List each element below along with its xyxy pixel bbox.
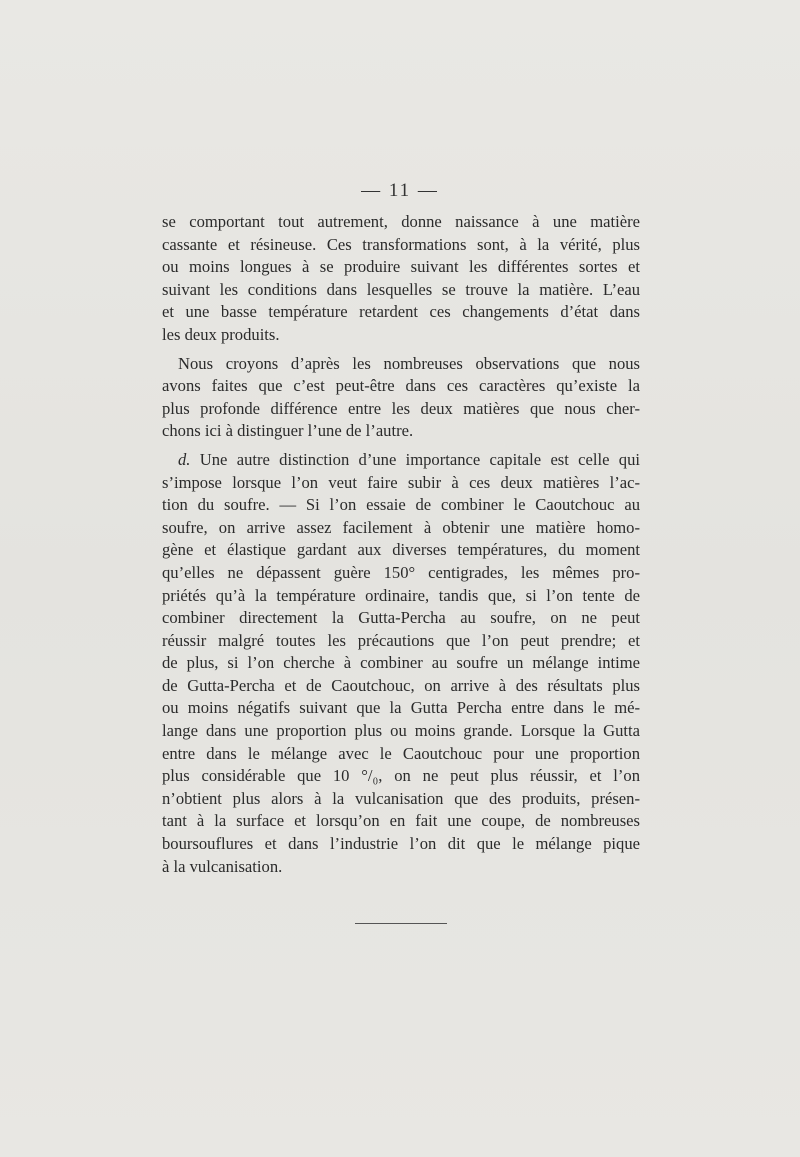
text-line (162, 743, 640, 766)
text-line (162, 856, 640, 879)
text-line (162, 494, 640, 517)
text-line-content: gène et élastique gardant aux diverses températures, du moment (162, 540, 640, 560)
body-text (162, 211, 640, 878)
text-line-content: tion du soufre. — Si l’on essaie de combiner le Caoutchouc au (162, 495, 640, 515)
text-line-content: à la vulcanisation. (162, 856, 283, 876)
text-line-content: ou moins négatifs suivant que la Gutta Percha entre dans le mé- (162, 698, 640, 718)
text-line-content: avons faites que c’est peut-être dans ces caractères qu’existe la (162, 376, 640, 396)
text-line (162, 398, 640, 421)
text-line (162, 353, 640, 376)
section-marker: d. (178, 449, 191, 469)
text-line (162, 324, 640, 347)
text-line (162, 675, 640, 698)
text-line-content: réussir malgré toutes les précautions que l’on peut prendre; et (162, 630, 640, 650)
text-line (162, 539, 640, 562)
text-line (162, 833, 640, 856)
text-line (162, 562, 640, 585)
text-line-content: n’obtient plus alors à la vulcanisation que des produits, présen- (162, 788, 640, 808)
text-line (162, 211, 640, 234)
text-line-content: boursouflures et dans l’industrie l’on dit que le mélange pique (162, 834, 640, 854)
text-line-content: combiner directement la Gutta-Percha au soufre, on ne peut (162, 608, 640, 628)
text-line (162, 449, 640, 472)
text-line-content: entre dans le mélange avec le Caoutchouc pour une proportion (162, 743, 640, 763)
text-line (162, 810, 640, 833)
text-line (162, 788, 640, 811)
text-line (162, 652, 640, 675)
text-line (162, 517, 640, 540)
page-number: — 11 — (361, 180, 439, 201)
text-line-content: Nous croyons d’après les nombreuses observations que nous (178, 353, 640, 373)
text-line (162, 472, 640, 495)
text-line-content: tant à la surface et lorsqu’on en fait une coupe, de nombreuses (162, 811, 640, 831)
text-line (162, 420, 640, 443)
text-line-content: cassante et résineuse. Ces transformations sont, à la vérité, plus (162, 234, 640, 254)
text-line-content: s’impose lorsque l’on veut faire subir à ces deux matières l’ac- (162, 472, 640, 492)
end-rule (355, 923, 447, 924)
text-line-content: qu’elles ne dépassent guère 150° centigrades, les mêmes pro- (162, 562, 640, 582)
text-line (162, 256, 640, 279)
text-line (162, 301, 640, 324)
text-line-content: chons ici à distinguer l’une de l’autre. (162, 421, 414, 441)
text-line (162, 607, 640, 630)
text-line-content: soufre, on arrive assez facilement à obtenir une matière homo- (162, 517, 640, 537)
text-line-content: et une basse température retardent ces changements d’état dans (162, 302, 640, 322)
text-line-content: ou moins longues à se produire suivant les différentes sortes et (162, 257, 640, 277)
text-line-content: se comportant tout autrement, donne naissance à une matière (162, 212, 640, 231)
text-line-content: plus profonde différence entre les deux matières que nous cher- (162, 398, 640, 418)
text-line (162, 585, 640, 608)
text-line (162, 234, 640, 257)
text-line (162, 697, 640, 720)
text-line (162, 720, 640, 743)
text-line-content: de plus, si l’on cherche à combiner au soufre un mélange intime (162, 653, 640, 673)
text-line-content: de Gutta-Percha et de Caoutchouc, on arrive à des résultats plus (162, 675, 640, 695)
text-line-content: lange dans une proportion plus ou moins grande. Lorsque la Gutta (162, 721, 640, 741)
text-line-content: priétés qu’à la température ordinaire, tandis que, si l’on tente de (162, 585, 640, 605)
text-line (162, 279, 640, 302)
text-line (162, 375, 640, 398)
text-line-content: suivant les conditions dans lesquelles se trouve la matière. L’eau (162, 279, 640, 299)
text-line (162, 630, 640, 653)
text-line (162, 765, 640, 788)
text-line-content: Une autre distinction d’une importance capitale est celle qui (199, 449, 640, 469)
text-line-content: plus considérable que 10 °/₀, on ne peut plus réussir, et l’on (162, 766, 640, 786)
text-line-content: les deux produits. (162, 324, 280, 344)
